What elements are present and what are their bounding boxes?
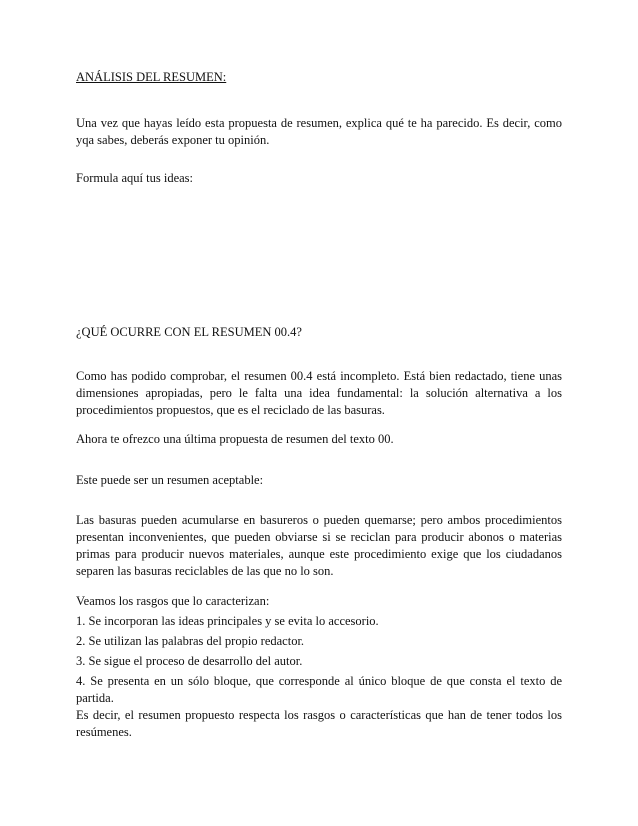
trait-item: 4. Se presenta en un sólo bloque, que corresponde al único bloque de que consta el texto de partida. [76, 674, 562, 705]
answer-space [76, 195, 562, 315]
explanation-paragraph: Como has podido comprobar, el resumen 00.4 está incompleto. Está bien redactado, tiene unas dimensiones apropiadas, pero le falta una idea fundamental: la solución alternativa a los procedimientos propuestos, que es el reciclado de las basuras. [76, 369, 562, 417]
prompt-text: Formula aquí tus ideas: [76, 171, 193, 185]
traits-intro: Veamos los rasgos que lo caracterizan: [76, 594, 270, 608]
trait-item: 2. Se utilizan las palabras del propio redactor. [76, 634, 305, 648]
trait-item: 3. Se sigue el proceso de desarrollo del autor. [76, 654, 303, 668]
heading-analisis: ANÁLISIS DEL RESUMEN: [76, 70, 227, 84]
summary-paragraph: Las basuras pueden acumularse en basureros o pueden quemarse; pero ambos procedimientos presentan inconvenientes, que pueden obviarse si se reciclan para producir abonos o materias primas para producir nuevos materiales, aunque este procedimiento exige que los ciudadanos separen las basuras reciclables de las que no lo son. [76, 513, 562, 578]
offer-paragraph: Ahora te ofrezco una última propuesta de resumen del texto 00. [76, 432, 394, 446]
conclusion-paragraph: Es decir, el resumen propuesto respecta los rasgos o características que han de tener todos los resúmenes. [76, 708, 562, 739]
acceptable-paragraph: Este puede ser un resumen aceptable: [76, 473, 264, 487]
trait-item: 1. Se incorporan las ideas principales y se evita lo accesorio. [76, 614, 379, 628]
heading-que-ocurre: ¿QUÉ OCURRE CON EL RESUMEN 00.4? [76, 325, 302, 339]
intro-paragraph: Una vez que hayas leído esta propuesta de resumen, explica qué te ha parecido. Es decir, como yqa sabes, deberás exponer tu opinión. [76, 116, 562, 147]
